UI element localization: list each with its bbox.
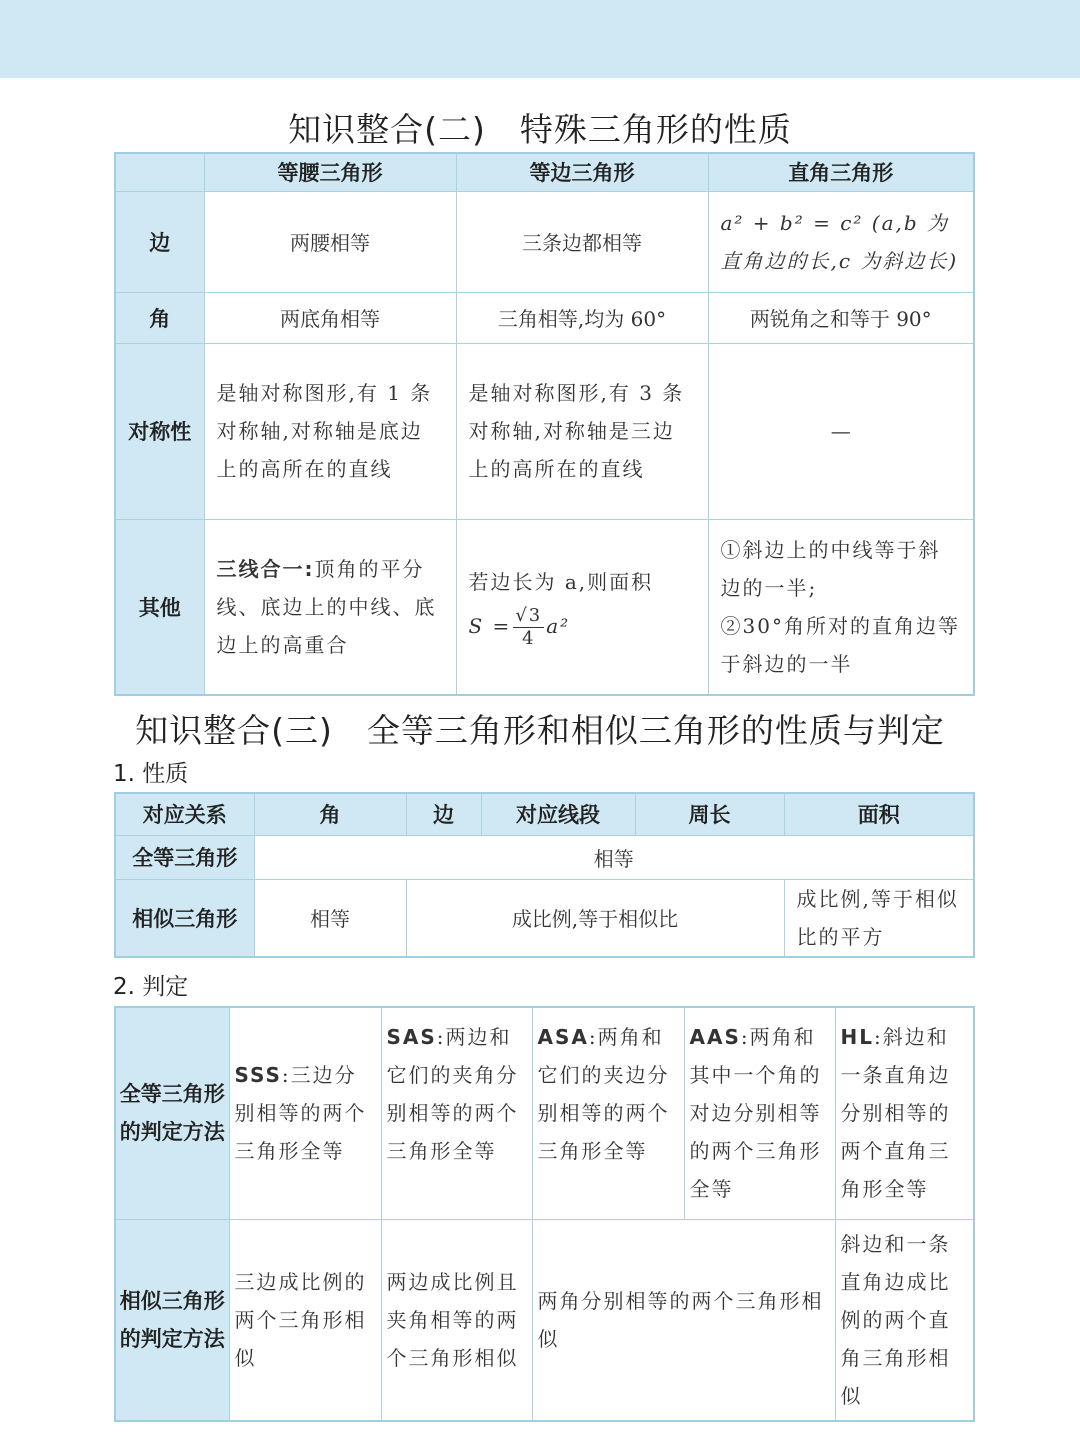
area-intro: 若边长为 a,则面积	[468, 569, 654, 594]
cell-isosceles-angles: 两底角相等	[204, 292, 456, 343]
table-row	[115, 343, 974, 519]
fraction-numerator: √3	[515, 604, 543, 626]
header-equilateral: 等边三角形	[456, 153, 708, 191]
three-lines-text: 顶角的平分线、底边上的中线、底边上的高重合	[216, 556, 437, 657]
table-header-row	[115, 793, 974, 835]
header-perimeter: 周长	[635, 793, 784, 835]
criterion-key: SSS	[234, 1063, 282, 1088]
criteria-table	[114, 1006, 975, 1422]
cell-right-sides: a² + b² = c² (a,b 为直角边的长,c 为斜边长)	[708, 191, 974, 292]
special-triangles-table	[114, 152, 975, 696]
top-banner	[0, 0, 1080, 78]
section-2-title: 知识整合(二) 特殊三角形的性质	[288, 110, 792, 149]
label-congruent-criteria: 全等三角形的判定方法	[115, 1007, 229, 1219]
formula-lhs: S =	[468, 613, 512, 638]
criterion-text: :斜边和一条直角边分别相等的两个直角三角形全等	[840, 1025, 951, 1201]
row-label-symmetry: 对称性	[115, 343, 204, 519]
table-row	[115, 292, 974, 343]
criterion-asa	[532, 1007, 684, 1219]
criterion-aas	[684, 1007, 835, 1219]
criterion-text: :三边分别相等的两个三角形全等	[234, 1063, 367, 1164]
cell-isosceles-symmetry: 是轴对称图形,有 1 条对称轴,对称轴是底边上的高所在的直线	[204, 343, 456, 519]
header-area: 面积	[784, 793, 974, 835]
table-row	[115, 835, 974, 879]
similar-criterion-hl: 斜边和一条直角边成比例的两个直角三角形相似	[835, 1219, 974, 1421]
row-label-sides: 边	[115, 191, 204, 292]
formula-tail: a²	[546, 613, 571, 638]
table-row	[115, 1219, 974, 1421]
header-correspondence: 对应关系	[115, 793, 254, 835]
label-similar-criteria: 相似三角形的判定方法	[115, 1219, 229, 1421]
header-corner	[115, 153, 204, 191]
formula-fraction	[513, 605, 544, 650]
table-row	[115, 1007, 974, 1219]
list-item: ①斜边上的中线等于斜边的一半;	[720, 537, 941, 600]
header-side: 边	[406, 793, 481, 835]
cell-similar-area: 成比例,等于相似比的平方	[784, 879, 974, 957]
cell-right-angles: 两锐角之和等于 90°	[708, 292, 974, 343]
section-3-title: 知识整合(三) 全等三角形和相似三角形的性质与判定	[135, 711, 945, 750]
header-right: 直角三角形	[708, 153, 974, 191]
cell-equilateral-symmetry: 是轴对称图形,有 3 条对称轴,对称轴是三边上的高所在的直线	[456, 343, 708, 519]
list-item: ②30°角所对的直角边等于斜边的一半	[720, 613, 960, 676]
criterion-hl	[835, 1007, 974, 1219]
fraction-denominator: 4	[522, 627, 536, 649]
cell-equilateral-sides: 三条边都相等	[456, 191, 708, 292]
row-label-angles: 角	[115, 292, 204, 343]
area-formula	[469, 601, 696, 651]
cell-similar-ratio: 成比例,等于相似比	[406, 879, 784, 957]
cell-right-symmetry: —	[708, 343, 974, 519]
cell-isosceles-other	[204, 519, 456, 695]
cell-equilateral-other	[456, 519, 708, 695]
header-angle: 角	[254, 793, 406, 835]
criterion-sas	[381, 1007, 532, 1219]
properties-table	[114, 792, 975, 958]
criterion-key: ASA	[537, 1025, 589, 1049]
three-lines-label: 三线合一:	[216, 556, 315, 581]
row-label-congruent: 全等三角形	[115, 835, 254, 879]
criterion-key: SAS	[386, 1025, 437, 1049]
table-header-row	[115, 153, 974, 191]
similar-criterion-aa: 两角分别相等的两个三角形相似	[532, 1219, 835, 1421]
similar-criterion-sas: 两边成比例且夹角相等的两个三角形相似	[381, 1219, 532, 1421]
cell-similar-angle: 相等	[254, 879, 406, 957]
cell-isosceles-sides: 两腰相等	[204, 191, 456, 292]
criterion-key: AAS	[689, 1025, 741, 1049]
table-row	[115, 879, 974, 957]
header-segments: 对应线段	[481, 793, 635, 835]
criterion-text: :两边和它们的夹角分别相等的两个三角形全等	[386, 1025, 519, 1163]
row-label-similar: 相似三角形	[115, 879, 254, 957]
cell-congruent-all: 相等	[254, 835, 974, 879]
subheading-properties: 1. 性质	[113, 761, 189, 787]
similar-criterion-sss: 三边成比例的两个三角形相似	[229, 1219, 381, 1421]
cell-right-other	[708, 519, 974, 695]
criterion-sss	[229, 1007, 381, 1219]
criterion-key: HL	[840, 1025, 874, 1049]
table-row	[115, 191, 974, 292]
criterion-text: :两角和其中一个角的对边分别相等的两个三角形全等	[689, 1025, 822, 1201]
subheading-criteria: 2. 判定	[113, 974, 189, 1000]
row-label-other: 其他	[115, 519, 204, 695]
criterion-text: :两角和它们的夹边分别相等的两个三角形全等	[537, 1025, 670, 1163]
header-isosceles: 等腰三角形	[204, 153, 456, 191]
cell-equilateral-angles: 三角相等,均为 60°	[456, 292, 708, 343]
table-row	[115, 519, 974, 695]
